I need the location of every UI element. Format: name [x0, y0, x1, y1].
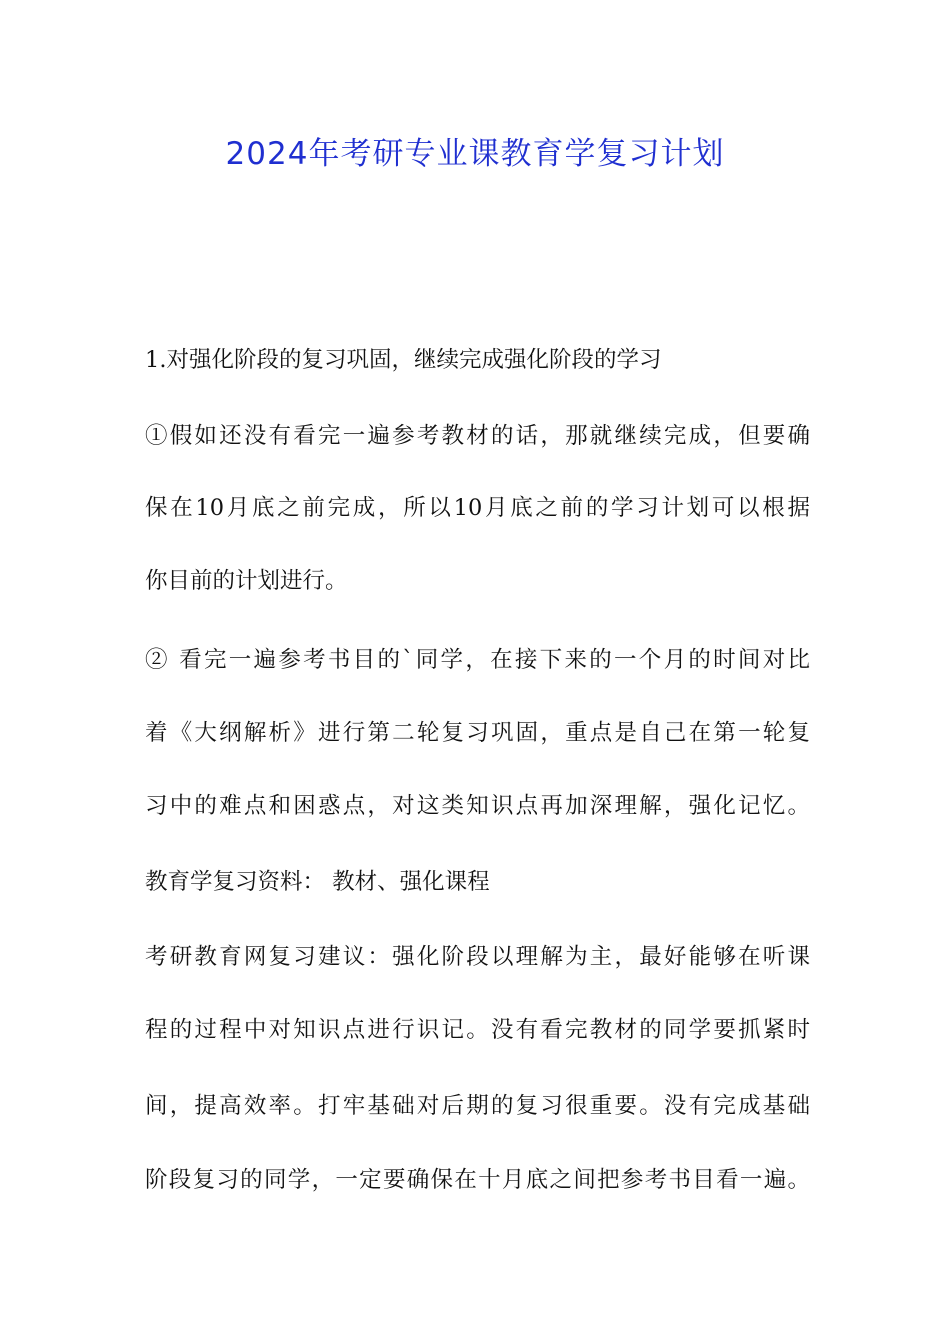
body-line: 保在10月底之前完成，所以10月底之前的学习计划可以根据	[145, 495, 810, 521]
document-title: 2024年考研专业课教育学复习计划	[225, 136, 725, 172]
body-line: ①假如还没有看完一遍参考教材的话，那就继续完成，但要确	[145, 423, 810, 449]
body-line: 程的过程中对知识点进行识记。没有看完教材的同学要抓紧时	[145, 1017, 810, 1043]
body-line: 着《大纲解析》进行第二轮复习巩固，重点是自己在第一轮复	[145, 720, 810, 746]
body-line: 你目前的计划进行。	[145, 568, 348, 594]
body-line: 考研教育网复习建议：强化阶段以理解为主，最好能够在听课	[145, 944, 810, 970]
section-heading-1: 1.对强化阶段的复习巩固，继续完成强化阶段的学习	[145, 347, 662, 373]
body-line: ② 看完一遍参考书目的`同学，在接下来的一个月的时间对比	[145, 647, 810, 673]
body-line: 习中的难点和困惑点，对这类知识点再加深理解，强化记忆。	[145, 793, 810, 819]
body-line: 间，提高效率。打牢基础对后期的复习很重要。没有完成基础	[145, 1093, 810, 1119]
body-line: 阶段复习的同学，一定要确保在十月底之间把参考书目看一遍。	[145, 1167, 810, 1193]
materials-line: 教育学复习资料： 教材、强化课程	[145, 869, 490, 895]
